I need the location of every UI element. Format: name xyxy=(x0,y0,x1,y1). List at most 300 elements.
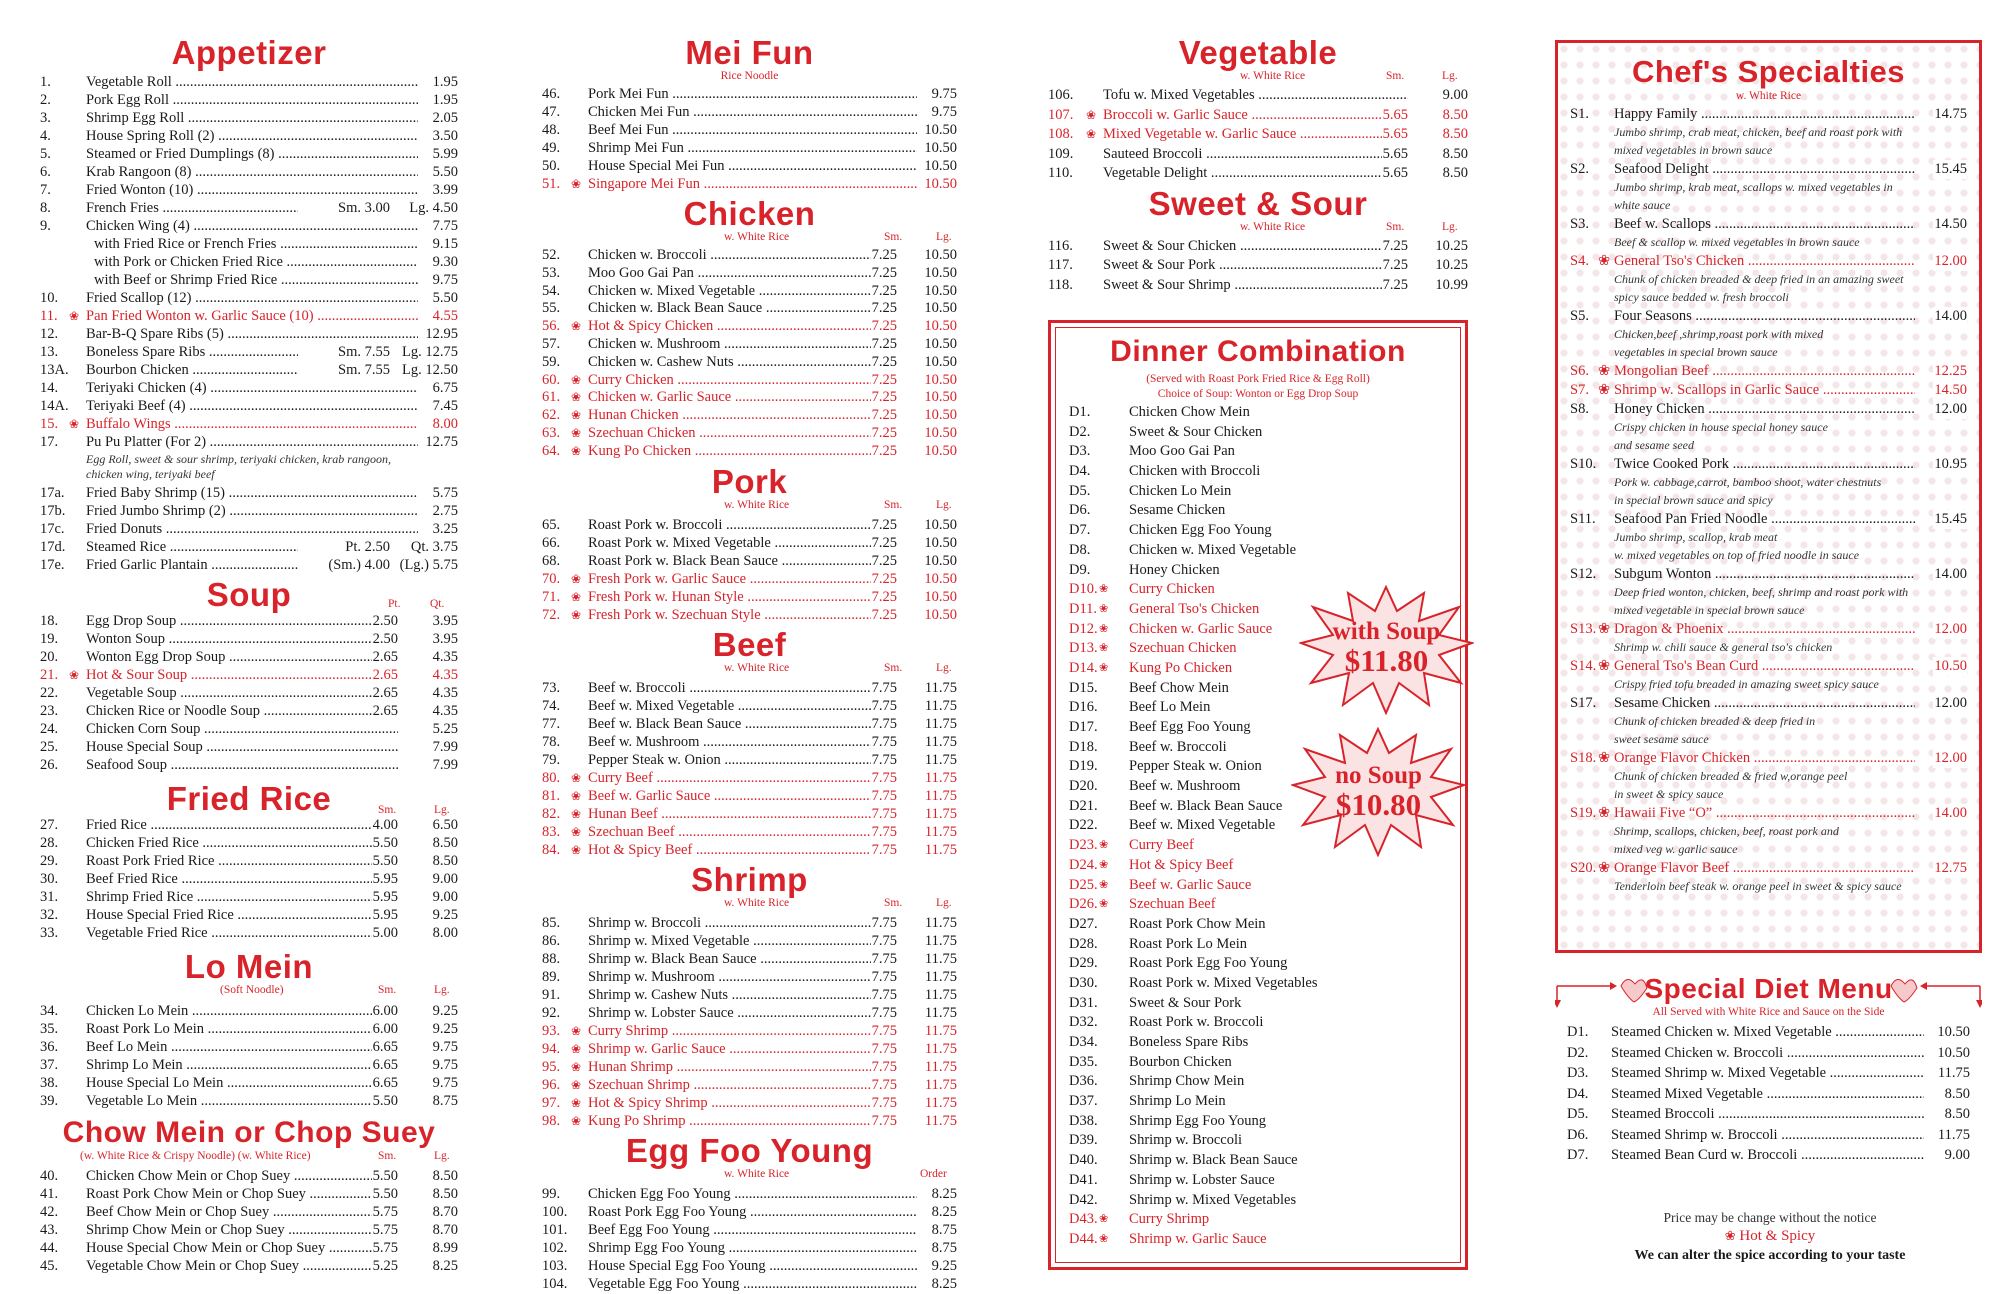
item-number: D6. xyxy=(1069,502,1091,519)
item-name: Broccoli w. Garlic Sauce ..... xyxy=(1103,106,1390,126)
item-price-small: 5.75 xyxy=(372,1222,398,1238)
hot-spicy-label: Hot & Spicy xyxy=(1739,1228,1816,1244)
menu-item xyxy=(542,85,957,103)
item-price-small: 5.95 xyxy=(372,907,398,923)
item-price-small: 5.50 xyxy=(372,853,398,869)
item-number: 82. xyxy=(542,805,561,822)
menu-item xyxy=(40,127,458,145)
special-diet-title: Special Diet Menu xyxy=(1644,973,1893,1004)
item-number: D23. xyxy=(1069,837,1098,854)
item-name: Fried Donuts ..... xyxy=(86,520,418,538)
item-number: 11. xyxy=(40,308,58,324)
menu-item xyxy=(40,1038,458,1056)
item-description: Jumbo shrimp, scallop, krab meat xyxy=(1614,530,1778,544)
item-price: 8.75 xyxy=(931,1221,957,1238)
item-price-large: 8.00 xyxy=(432,925,458,941)
item-name: Chicken Mei Fun ..... xyxy=(588,103,917,121)
item-number: D42. xyxy=(1069,1191,1098,1208)
item-price-large: 8.70 xyxy=(432,1222,458,1238)
chef-item xyxy=(1570,400,1967,419)
item-number: S1. xyxy=(1570,106,1589,122)
item-name: Sweet & Sour Pork ..... xyxy=(1103,256,1390,276)
item-number: 49. xyxy=(542,140,561,156)
menu-item xyxy=(1048,237,1468,257)
item-name: General Tso's Chicken xyxy=(1129,600,1260,617)
soup-title: Soup xyxy=(206,576,292,613)
sweet-sour-col-sm: Sm. xyxy=(1386,220,1405,233)
item-name: Sweet & Sour Shrimp ..... xyxy=(1103,276,1390,296)
menu-item xyxy=(1048,106,1468,126)
item-number: 48. xyxy=(542,122,561,138)
item-price: 5.50 xyxy=(432,164,458,180)
item-number: 19. xyxy=(40,631,59,647)
item-name: House Special Mei Fun ..... xyxy=(588,157,917,175)
combo-item xyxy=(1069,876,1449,896)
item-number: D28. xyxy=(1069,935,1098,952)
item-price-small: 7.25 xyxy=(871,534,897,551)
item-name: Hot & Spicy Shrimp ..... xyxy=(588,1094,879,1112)
item-price-small: 7.25 xyxy=(871,282,897,299)
item-price-small: 7.25 xyxy=(871,389,897,406)
item-name: Pepper Steak w. Onion xyxy=(1129,758,1262,775)
lo-mein-col-lg: Lg. xyxy=(434,984,450,996)
combo-item xyxy=(1069,501,1449,521)
item-number: S12. xyxy=(1570,566,1597,582)
item-name: Vegetable Roll ..... xyxy=(86,73,418,91)
item-price: 12.00 xyxy=(1934,401,1967,417)
item-price-large: 6.50 xyxy=(432,817,458,833)
item-number: D26. xyxy=(1069,896,1098,913)
menu-item xyxy=(40,307,458,325)
item-price-large: 11.75 xyxy=(924,1022,957,1039)
item-number: D7. xyxy=(1069,522,1091,539)
item-name: Szechuan Chicken ..... xyxy=(588,425,879,443)
item-number: 4. xyxy=(40,128,51,144)
item-number: 110. xyxy=(1048,165,1073,181)
pepper-icon: ❀ xyxy=(1099,839,1109,852)
item-price-large: 7.99 xyxy=(432,739,458,755)
item-number: S17. xyxy=(1570,695,1597,711)
item-number: D40. xyxy=(1069,1152,1098,1169)
item-name: Subgum Wonton ..... xyxy=(1614,565,1915,584)
item-name: Steamed Shrimp w. Broccoli ..... xyxy=(1611,1125,1924,1146)
item-name: Szechuan Shrimp ..... xyxy=(588,1076,879,1094)
menu-item xyxy=(542,425,957,443)
item-name: Steamed Shrimp w. Mixed Vegetable ..... xyxy=(1611,1063,1924,1084)
pork-col-lg: Lg. xyxy=(936,498,952,511)
item-name: Hot & Spicy Chicken ..... xyxy=(588,318,879,336)
menu-item xyxy=(40,666,458,684)
menu-item xyxy=(40,1020,458,1038)
item-name: Beef w. Black Bean Sauce xyxy=(1129,797,1283,814)
menu-item xyxy=(40,361,458,379)
item-price: 9.75 xyxy=(931,104,957,120)
item-price: 10.50 xyxy=(1936,1022,1970,1043)
menu-item xyxy=(542,407,957,425)
chow-mein-title: Chow Mein or Chop Suey xyxy=(62,1116,436,1149)
item-name: Roast Pork Egg Foo Young ..... xyxy=(588,1203,917,1221)
lo-mein-col-sm: Sm. xyxy=(378,984,397,996)
chicken-list xyxy=(542,247,957,461)
item-number: 43. xyxy=(40,1222,59,1238)
item-name: Beef w. Mushroom xyxy=(1129,778,1241,795)
menu-item xyxy=(40,738,458,756)
item-name: Shrimp w. Cashew Nuts ..... xyxy=(588,986,879,1004)
item-name: Beef w. Garlic Sauce xyxy=(1129,876,1252,893)
item-price-large: 11.75 xyxy=(924,1040,957,1057)
with-soup-burst xyxy=(1299,585,1474,715)
shrimp-subtitle: w. White Rice xyxy=(724,896,790,909)
item-price-small: 7.25 xyxy=(871,442,897,459)
item-price-large: 10.50 xyxy=(924,282,957,299)
item-number: 17c. xyxy=(40,521,65,537)
item-price-large: 11.75 xyxy=(924,697,957,714)
item-price-small: 7.75 xyxy=(871,787,897,804)
item-price-large: 11.75 xyxy=(924,751,957,768)
item-name: Chicken Egg Foo Young ..... xyxy=(588,1185,917,1203)
item-price-large: 9.00 xyxy=(1442,86,1468,106)
item-price-small: 5.65 xyxy=(1382,164,1408,184)
item-name: Shrimp w. Broccoli xyxy=(1129,1132,1243,1149)
menu-item xyxy=(40,163,458,181)
pepper-icon: ❀ xyxy=(1724,1228,1736,1243)
menu-item xyxy=(542,968,957,986)
item-price-large: 10.50 xyxy=(924,570,957,587)
menu-item xyxy=(40,73,458,91)
menu-item xyxy=(40,648,458,666)
column-2 xyxy=(542,0,957,1293)
item-name: Shrimp Egg Foo Young xyxy=(1129,1112,1266,1129)
menu-item xyxy=(542,1239,957,1257)
item-name: Chicken w. Mixed Vegetable ..... xyxy=(588,283,879,301)
item-number: D5. xyxy=(1567,1106,1589,1122)
item-name: Vegetable Soup ..... xyxy=(86,684,380,702)
item-number: 17b. xyxy=(40,503,66,519)
item-price: 3.50 xyxy=(432,128,458,144)
item-number: 30. xyxy=(40,871,59,887)
menu-item xyxy=(40,379,458,397)
fried-rice-col-lg: Lg. xyxy=(434,804,450,816)
item-price: 3.99 xyxy=(432,182,458,198)
item-price: 10.50 xyxy=(924,140,957,156)
item-price: 7.45 xyxy=(432,398,458,414)
pepper-icon: ❀ xyxy=(69,309,80,323)
menu-item xyxy=(40,502,458,520)
item-price-large: 8.25 xyxy=(432,1258,458,1274)
item-name: Fried Jumbo Shrimp (2) ..... xyxy=(86,502,418,520)
item-number: 54. xyxy=(542,282,561,299)
pepper-icon: ❀ xyxy=(1099,878,1109,891)
item-name: Chicken Lo Mein ..... xyxy=(86,1002,380,1020)
item-number: D3. xyxy=(1069,443,1091,460)
item-number: 25. xyxy=(40,739,59,755)
egg-foo-young-col-order: Order xyxy=(920,1167,947,1180)
item-number: 38. xyxy=(40,1075,59,1091)
item-price-large: 11.75 xyxy=(924,1094,957,1111)
item-price-small: 5.65 xyxy=(1382,106,1408,126)
item-number: 71. xyxy=(542,588,561,605)
item-number: 35. xyxy=(40,1021,59,1037)
item-number: 83. xyxy=(542,823,561,840)
item-number: 27. xyxy=(40,817,59,833)
item-name: Bourbon Chicken xyxy=(1129,1053,1232,1070)
item-name: Sweet & Sour Chicken ..... xyxy=(1103,237,1390,257)
item-number: 97. xyxy=(542,1094,561,1111)
item-name: Chicken w. Broccoli ..... xyxy=(588,247,879,265)
item-price-small: 5.75 xyxy=(372,1204,398,1220)
item-name: Moo Goo Gai Pan ..... xyxy=(588,265,879,283)
pepper-icon: ❀ xyxy=(69,417,80,431)
item-number: 98. xyxy=(542,1112,561,1129)
menu-item xyxy=(542,534,957,552)
item-name: Fried Baby Shrimp (15) ..... xyxy=(86,484,418,502)
item-price-small: 7.75 xyxy=(871,751,897,768)
menu-item xyxy=(542,443,957,461)
item-price: 10.50 xyxy=(924,176,957,192)
item-number: 20. xyxy=(40,649,59,665)
pepper-icon: ❀ xyxy=(571,1059,582,1074)
item-name: Kung Po Chicken xyxy=(1129,659,1233,676)
item-name: Chicken Corn Soup ..... xyxy=(86,720,398,738)
item-number: 94. xyxy=(542,1040,561,1057)
item-description: Crispy chicken in house special honey sauce xyxy=(1614,420,1828,434)
item-price-large: 8.50 xyxy=(1442,125,1468,145)
item-price-large: 10.99 xyxy=(1434,276,1468,296)
item-price: 15.45 xyxy=(1934,511,1967,527)
shrimp-col-sm: Sm. xyxy=(884,896,903,909)
combo-item xyxy=(1069,442,1449,462)
item-name: Roast Pork Chow Mein xyxy=(1129,915,1266,932)
item-name: Mongolian Beef ..... xyxy=(1614,362,1915,381)
item-price-small: Sm. 3.00 xyxy=(338,200,390,216)
item-description: sweet sesame sauce xyxy=(1614,732,1709,746)
item-name: Bar-B-Q Spare Ribs (5) ..... xyxy=(86,325,418,343)
menu-item xyxy=(40,1074,458,1092)
chow-mein-list xyxy=(40,1167,458,1275)
item-name: Roast Pork w. Mixed Vegetables xyxy=(1129,974,1318,991)
item-number: 6. xyxy=(40,164,51,180)
item-number: 2. xyxy=(40,92,51,108)
fried-rice-title: Fried Rice xyxy=(166,780,332,817)
item-number: D31. xyxy=(1069,994,1098,1011)
menu-item xyxy=(542,1257,957,1275)
item-number: 26. xyxy=(40,757,59,773)
combo-item xyxy=(1069,561,1449,581)
beef-subtitle: w. White Rice xyxy=(724,661,790,674)
item-price: 9.00 xyxy=(1944,1145,1970,1166)
item-name: Shrimp Egg Roll ..... xyxy=(86,109,418,127)
item-name: Shrimp w. Broccoli ..... xyxy=(588,914,879,932)
pepper-icon: ❀ xyxy=(571,425,582,440)
item-number: S6. xyxy=(1570,363,1589,379)
item-price-large: 9.25 xyxy=(432,907,458,923)
item-price-small: 7.25 xyxy=(871,300,897,317)
item-price-large: 3.95 xyxy=(432,631,458,647)
item-name: Shrimp Lo Mein xyxy=(1129,1093,1226,1110)
item-price-small: 6.00 xyxy=(372,1003,398,1019)
item-price: 1.95 xyxy=(432,74,458,90)
item-number: 31. xyxy=(40,889,59,905)
item-name: Beef w. Broccoli xyxy=(1129,738,1227,755)
menu-item xyxy=(40,1167,458,1185)
item-price-large: 4.35 xyxy=(432,667,458,683)
diet-item xyxy=(1567,1084,1970,1105)
item-price-large: 9.75 xyxy=(432,1057,458,1073)
item-number: 60. xyxy=(542,371,561,388)
chefs-specialties-subtitle: w. White Rice xyxy=(1735,90,1802,102)
item-name: Beef Egg Foo Young ..... xyxy=(588,1221,917,1239)
menu-item xyxy=(1048,86,1468,106)
item-price-large: 3.95 xyxy=(432,613,458,629)
item-name: Chicken Rice or Noodle Soup ..... xyxy=(86,702,380,720)
chicken-subtitle: w. White Rice xyxy=(724,231,790,243)
soup-col-qt: Qt. xyxy=(430,598,445,610)
menu-item xyxy=(40,816,458,834)
item-price-large: 11.75 xyxy=(924,968,957,985)
item-price-small: 5.50 xyxy=(372,1168,398,1184)
item-price-small: 7.25 xyxy=(871,588,897,605)
item-name: Orange Flavor Beef ..... xyxy=(1614,859,1915,878)
item-price: 14.50 xyxy=(1934,216,1967,232)
item-price-large: 11.75 xyxy=(924,1058,957,1075)
item-price-large: 8.50 xyxy=(432,1186,458,1202)
item-number: 7. xyxy=(40,182,51,198)
pepper-icon: ❀ xyxy=(571,177,582,191)
item-number: 99. xyxy=(542,1185,561,1202)
menu-item xyxy=(542,751,957,769)
item-number: 88. xyxy=(542,950,561,967)
item-name: Chicken w. Mushroom ..... xyxy=(588,336,879,354)
item-price-large: 11.75 xyxy=(924,805,957,822)
item-number: 84. xyxy=(542,841,561,858)
menu-item xyxy=(40,109,458,127)
item-number: 68. xyxy=(542,552,561,569)
item-price-small: 5.65 xyxy=(1382,145,1408,165)
item-number: D30. xyxy=(1069,974,1098,991)
menu-item xyxy=(1048,164,1468,184)
chicken-col-lg: Lg. xyxy=(936,231,952,243)
item-name: Chicken Egg Foo Young xyxy=(1129,522,1272,539)
menu-item xyxy=(40,612,458,630)
chef-item xyxy=(1570,160,1967,179)
item-name: Teriyaki Beef (4) ..... xyxy=(86,397,418,415)
item-name: Chicken Chow Mein xyxy=(1129,404,1250,420)
beef-list xyxy=(542,679,957,859)
combo-item xyxy=(1069,1013,1449,1033)
item-number: D21. xyxy=(1069,797,1098,814)
fried-rice-list xyxy=(40,816,458,942)
menu-item xyxy=(40,756,458,774)
item-price-large: 8.75 xyxy=(432,1093,458,1109)
item-number: 39. xyxy=(40,1093,59,1109)
item-price-large: 11.75 xyxy=(924,1112,957,1129)
item-number: 57. xyxy=(542,335,561,352)
item-price-large: 9.00 xyxy=(432,889,458,905)
combo-item xyxy=(1069,974,1449,994)
item-name: Sesame Chicken xyxy=(1129,502,1226,519)
item-description: and sesame seed xyxy=(1614,438,1694,452)
item-name: Fresh Pork w. Garlic Sauce ..... xyxy=(588,570,879,588)
item-name: Chicken w. Garlic Sauce xyxy=(1129,620,1273,637)
item-number: 103. xyxy=(542,1257,568,1274)
item-price-small: 7.25 xyxy=(871,335,897,352)
item-name: Curry Chicken xyxy=(1129,581,1215,598)
item-number: 17. xyxy=(40,434,59,450)
item-price-large: 8.50 xyxy=(432,835,458,851)
item-description: white sauce xyxy=(1614,198,1671,212)
item-name: Pork Egg Roll ..... xyxy=(86,91,418,109)
item-price-large: 4.35 xyxy=(432,649,458,665)
item-name: Roast Pork Lo Mein xyxy=(1129,935,1248,952)
item-number: 45. xyxy=(40,1258,59,1274)
item-description: in special brown sauce and spicy xyxy=(1614,493,1773,507)
item-name: Pan Fried Wonton w. Garlic Sauce (10) ..... xyxy=(86,307,418,325)
menu-item xyxy=(542,552,957,570)
item-number: 41. xyxy=(40,1186,59,1202)
lo-mein-title: Lo Mein xyxy=(184,948,314,985)
menu-item xyxy=(40,630,458,648)
item-description: Chunk of chicken breaded & deep fried in an amazing sweet xyxy=(1614,272,1904,286)
item-name: Hunan Shrimp ..... xyxy=(588,1058,879,1076)
item-number: 56. xyxy=(542,318,561,335)
item-number: 13. xyxy=(40,344,59,360)
dinner-combination-subtitle-2: Choice of Soup: Wonton or Egg Drop Soup xyxy=(1157,388,1359,400)
item-price: 12.75 xyxy=(425,434,458,450)
item-price-large: 10.25 xyxy=(1434,256,1468,276)
item-name: with Fried Rice or French Fries ..... xyxy=(94,235,418,253)
item-price-large: 10.50 xyxy=(924,606,957,623)
item-number: 36. xyxy=(40,1039,59,1055)
item-description: Chicken,beef ,shrimp,roast pork with mixed xyxy=(1614,327,1824,341)
no-soup-label: no Soup xyxy=(1335,762,1422,789)
item-number: 9. xyxy=(40,218,51,234)
item-number: 33. xyxy=(40,925,59,941)
menu-item xyxy=(40,702,458,720)
chicken-title: Chicken xyxy=(683,195,816,232)
combo-item xyxy=(1069,403,1449,423)
item-number: D27. xyxy=(1069,915,1098,932)
item-price-large: 8.50 xyxy=(1442,164,1468,184)
item-name: Seafood Pan Fried Noodle ..... xyxy=(1614,510,1915,529)
item-number: D2. xyxy=(1567,1044,1589,1061)
mei-fun-subtitle: Rice Noodle xyxy=(720,70,779,82)
menu-item xyxy=(40,181,458,199)
item-name: Happy Family ..... xyxy=(1614,105,1915,124)
item-price-small: 5.95 xyxy=(372,889,398,905)
item-number: 21. xyxy=(40,667,59,683)
item-number: 24. xyxy=(40,721,59,737)
item-name: Hunan Chicken ..... xyxy=(588,407,879,425)
pepper-icon: ❀ xyxy=(571,408,582,423)
item-price-large: 11.75 xyxy=(924,1004,957,1021)
item-number: S13. xyxy=(1570,621,1597,637)
item-price-small: 7.25 xyxy=(871,407,897,424)
item-price: 2.75 xyxy=(432,503,458,519)
item-number: 17a. xyxy=(40,485,65,501)
item-number: 96. xyxy=(542,1076,561,1093)
menu-item xyxy=(40,888,458,906)
item-name: with Pork or Chicken Fried Rice ..... xyxy=(94,253,418,271)
item-number: D8. xyxy=(1069,541,1091,558)
pepper-icon: ❀ xyxy=(1598,805,1611,821)
item-price: 12.00 xyxy=(1934,621,1967,637)
item-name: Curry Beef xyxy=(1129,837,1194,854)
price-notice: Price may be change without the notice xyxy=(1663,1210,1877,1225)
item-number: 3. xyxy=(40,110,51,126)
menu-item xyxy=(40,484,458,502)
item-price-large: Lg. 12.50 xyxy=(402,362,458,378)
menu-item xyxy=(40,720,458,738)
